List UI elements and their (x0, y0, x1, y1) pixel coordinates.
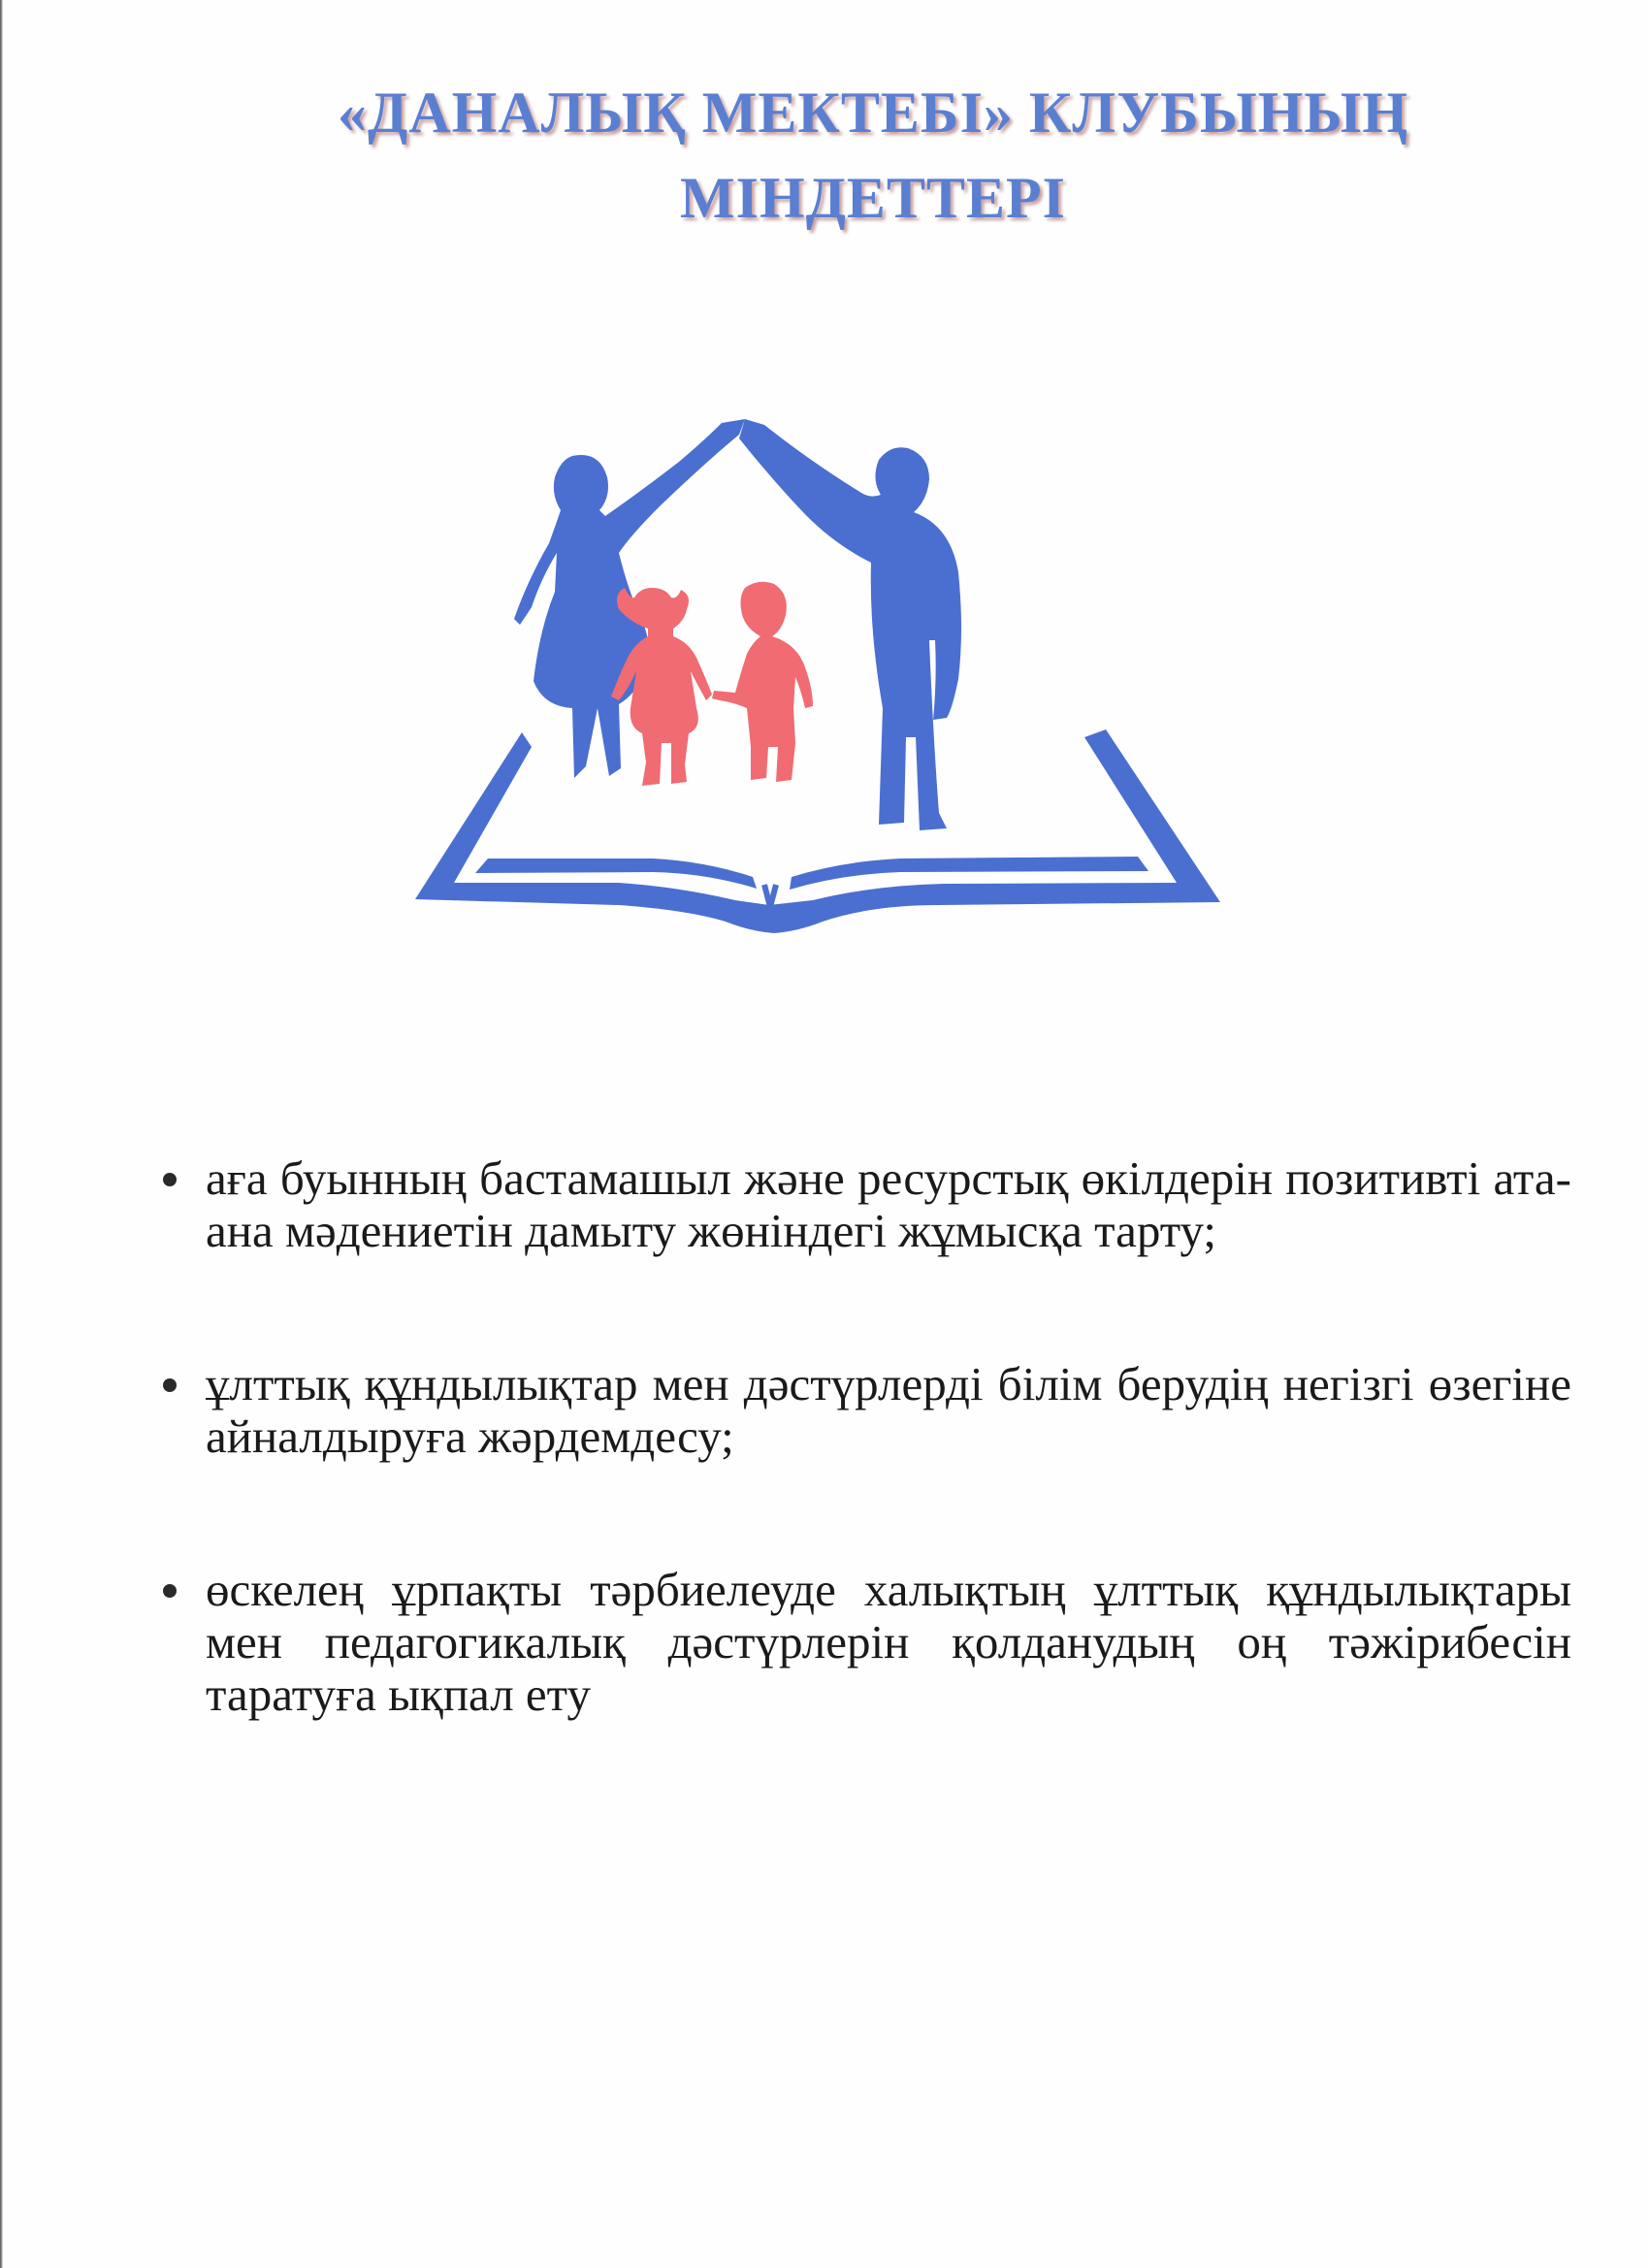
task-item-3 (155, 1564, 1571, 1721)
page-title-line-1: «ДАНАЛЫҚ МЕКТЕБІ» КЛУБЫНЫҢ (337, 81, 1409, 145)
task-text: ұлттық құндылықтар мен дәстүрлерді білім берудің негізгі өзегіне айналдыруға жәрдемдесу; (206, 1357, 1571, 1463)
book-spine-fold (764, 885, 776, 907)
scan-edge (0, 0, 3, 2268)
task-text: аға буынның бастамашыл және ресурстық өкілдерін позитивті ата-ана мәдениетін дамыту жөніндегі жұмысқа тарту; (206, 1151, 1571, 1257)
boy-silhouette (712, 582, 813, 782)
book-cover (415, 729, 1220, 933)
bullet-icon (163, 1173, 177, 1186)
page-title-line-2: МІНДЕТТЕРІ (679, 166, 1066, 230)
family-house-book-icon (415, 417, 1230, 941)
bullet-icon (163, 1378, 177, 1392)
task-item-2 (155, 1358, 1571, 1463)
task-text: өскелең ұрпақты тәрбиелеуде халықтың ұлттық құндылықтары мен педагогикалық дәстүрлерін қолданудың оң тәжірибесін таратуға ықпал ету (206, 1563, 1571, 1721)
task-item-1 (155, 1152, 1571, 1257)
bullet-icon (163, 1584, 177, 1598)
tasks-list (155, 1152, 1571, 1721)
